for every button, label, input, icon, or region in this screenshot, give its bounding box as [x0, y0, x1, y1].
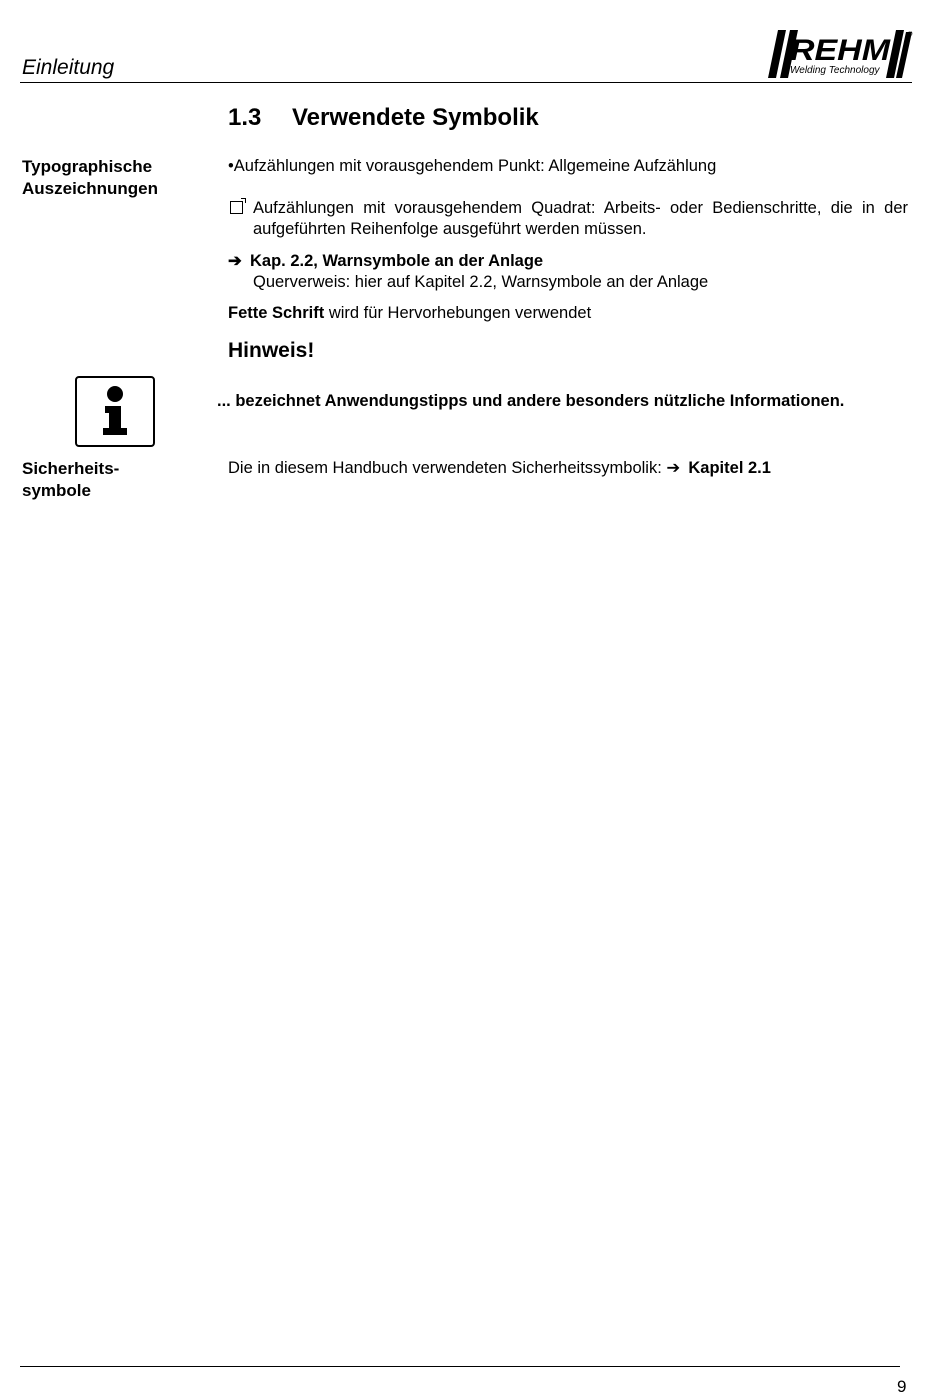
safety-reference — [228, 458, 771, 479]
arrow-right-icon: ➔ — [666, 459, 681, 477]
footer-divider — [20, 1366, 900, 1367]
page-header-title: Einleitung — [22, 56, 115, 79]
header-divider — [20, 82, 912, 83]
bold-example — [228, 303, 591, 324]
xref-description: Querverweis: hier auf Kapitel 2.2, Warnsymbole an der Anlage — [253, 273, 709, 291]
logo-tagline: Welding Technology — [790, 65, 880, 76]
bullet-list-item — [228, 156, 716, 177]
cross-reference — [228, 251, 708, 293]
section-heading — [228, 104, 539, 132]
bold-rest: wird für Hervorhebungen verwendet — [324, 304, 592, 322]
xref-title[interactable]: Kap. 2.2, Warnsymbole an der Anlage — [250, 252, 544, 270]
section-title: Verwendete Symbolik — [292, 104, 539, 131]
section-number: 1.3 — [228, 104, 262, 131]
bullet-point: • — [228, 157, 234, 175]
page-number: 9 — [897, 1377, 907, 1396]
hint-heading: Hinweis! — [228, 339, 315, 362]
checkbox-square-icon — [230, 201, 243, 214]
logo-registered-mark: ® — [908, 32, 913, 38]
arrow-right-icon: ➔ — [228, 252, 242, 270]
safety-chapter-link[interactable]: Kapitel 2.1 — [688, 459, 771, 477]
square-list-text: Aufzählungen mit vorausgehendem Quadrat: Arbeits- oder Bedienschritte, die in der aufgeführten Reihenfolge ausgeführt werden müssen. — [253, 199, 908, 238]
typography-label: Typographische Auszeichnungen — [22, 157, 159, 198]
square-list-item — [228, 198, 908, 240]
hint-text: ... bezeichnet Anwendungstipps und andere besonders nützliche Informationen. — [217, 392, 845, 410]
logo-brand: REHM — [790, 34, 892, 67]
safety-symbols-label: Sicherheits- symbole — [22, 459, 120, 500]
rehm-logo — [768, 28, 916, 80]
bold-word: Fette Schrift — [228, 304, 325, 322]
safety-text: Die in diesem Handbuch verwendeten Sicherheitssymbolik: — [228, 459, 667, 477]
info-icon — [75, 376, 155, 447]
bullet-text: Aufzählungen mit vorausgehendem Punkt: Allgemeine Aufzählung — [233, 157, 717, 175]
